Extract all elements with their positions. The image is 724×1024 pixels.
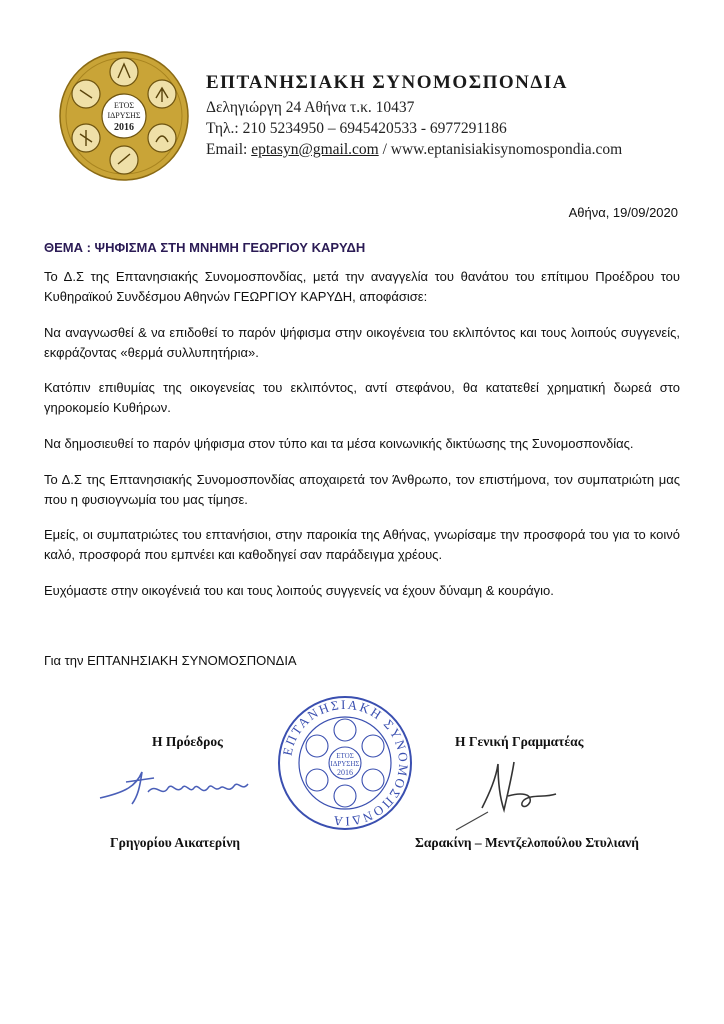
logo-text-line1: ΕΤΟΣ [113, 101, 135, 110]
organization-stamp [276, 694, 414, 832]
paragraph-4: Να δημοσιευθεί το παρόν ψήφισμα στον τύπο και τα μέσα κοινωνικής δικτύωσης της Συνομοσπονδίας. [44, 436, 634, 451]
contact-separator: / [378, 141, 391, 158]
letter-subject: ΘΕΜΑ : ΨΗΦΙΣΜΑ ΣΤΗ ΜΝΗΜΗ ΓΕΩΡΓΙΟΥ ΚΑΡΥΔΗ [44, 240, 366, 255]
president-signature [96, 752, 256, 814]
president-name: Γρηγορίου Αικατερίνη [110, 835, 241, 850]
paragraph-7: Ευχόμαστε στην οικογένειά του και τους λοιπούς συγγενείς να έχουν δύναμη & κουράγιο. [44, 583, 554, 598]
paragraph-3: Κατόπιν επιθυμίας της οικογενείας του εκλιπόντος, αντί στεφάνου, θα κατατεθεί χρηματική δωρεά στο γηροκομείο Κυθήρων. [44, 380, 680, 415]
secretary-name: Σαρακίνη – Μεντζελοπούλου Στυλιανή [415, 835, 639, 850]
closing-line: Για την ΕΠΤΑΝΗΣΙΑΚΗ ΣΥΝΟΜΟΣΠΟΝΔΙΑ [44, 653, 297, 668]
website-link[interactable]: www.eptanisiakisynomospondia.com [390, 141, 623, 158]
secretary-signature [452, 752, 602, 832]
organization-name: ΕΠΤΑΝΗΣΙΑΚΗ ΣΥΝΟΜΟΣΠΟΝΔΙΑ [206, 72, 568, 93]
stamp-text-line1: ΕΤΟΣ [336, 752, 354, 760]
logo-text-year: 2016 [114, 122, 134, 133]
organization-phone: Τηλ.: 210 5234950 – 6945420533 - 6977291186 [206, 120, 507, 137]
letter-date: Αθήνα, 19/09/2020 [568, 205, 678, 220]
paragraph-6: Εμείς, οι συμπατριώτες του επτανήσιοι, στην παροικία της Αθήνας, γνωρίσαμε την προσφορά του για το κοινό καλό, προσφορά που εμπνέει και καθοδηγεί σαν παράδειγμα χρέους. [44, 527, 680, 562]
organization-logo [58, 50, 190, 182]
stamp-ring-text: ΕΠΤΑΝΗΣΙΑΚΗ ΣΥΝΟΜΟΣΠΟΝΔΙΑ [279, 696, 412, 830]
stamp-text-line2: ΙΔΡΥΣΗΣ [330, 760, 360, 768]
paragraph-1: Το Δ.Σ της Επτανησιακής Συνομοσπονδίας, μετά την αναγγελία του θανάτου του επίτιμου Προέδρου του Κυθηραϊκού Συνδέσμου Αθηνών ΓΕΩΡΓΙΟΥ ΚΑΡΥΔΗ, αποφάσισε: [44, 269, 680, 304]
email-prefix: Email: [206, 141, 252, 158]
organization-address: Δεληγιώργη 24 Αθήνα τ.κ. 10437 [206, 99, 415, 116]
secretary-role: Η Γενική Γραμματέας [455, 734, 584, 749]
email-link[interactable]: eptasyn@gmail.com [251, 141, 379, 158]
logo-text-line2: ΙΔΡΥΣΗΣ [107, 111, 141, 120]
paragraph-2: Να αναγνωσθεί & να επιδοθεί το παρόν ψήφισμα στην οικογένεια του εκλιπόντος και τους λοιπούς συγγενείς, εκφράζοντας «θερμά συλλυπητήρια». [44, 325, 680, 360]
letterhead-details [206, 72, 622, 160]
paragraph-5: Το Δ.Σ της Επτανησιακής Συνομοσπονδίας αποχαιρετά τον Άνθρωπο, τον επιστήμονα, τον συμπατριώτη μας που η φυσιογνωμία του μας τίμησε. [44, 472, 680, 507]
president-role: Η Πρόεδρος [152, 734, 223, 749]
organization-contacts [206, 139, 622, 160]
stamp-text-year: 2016 [337, 768, 353, 777]
